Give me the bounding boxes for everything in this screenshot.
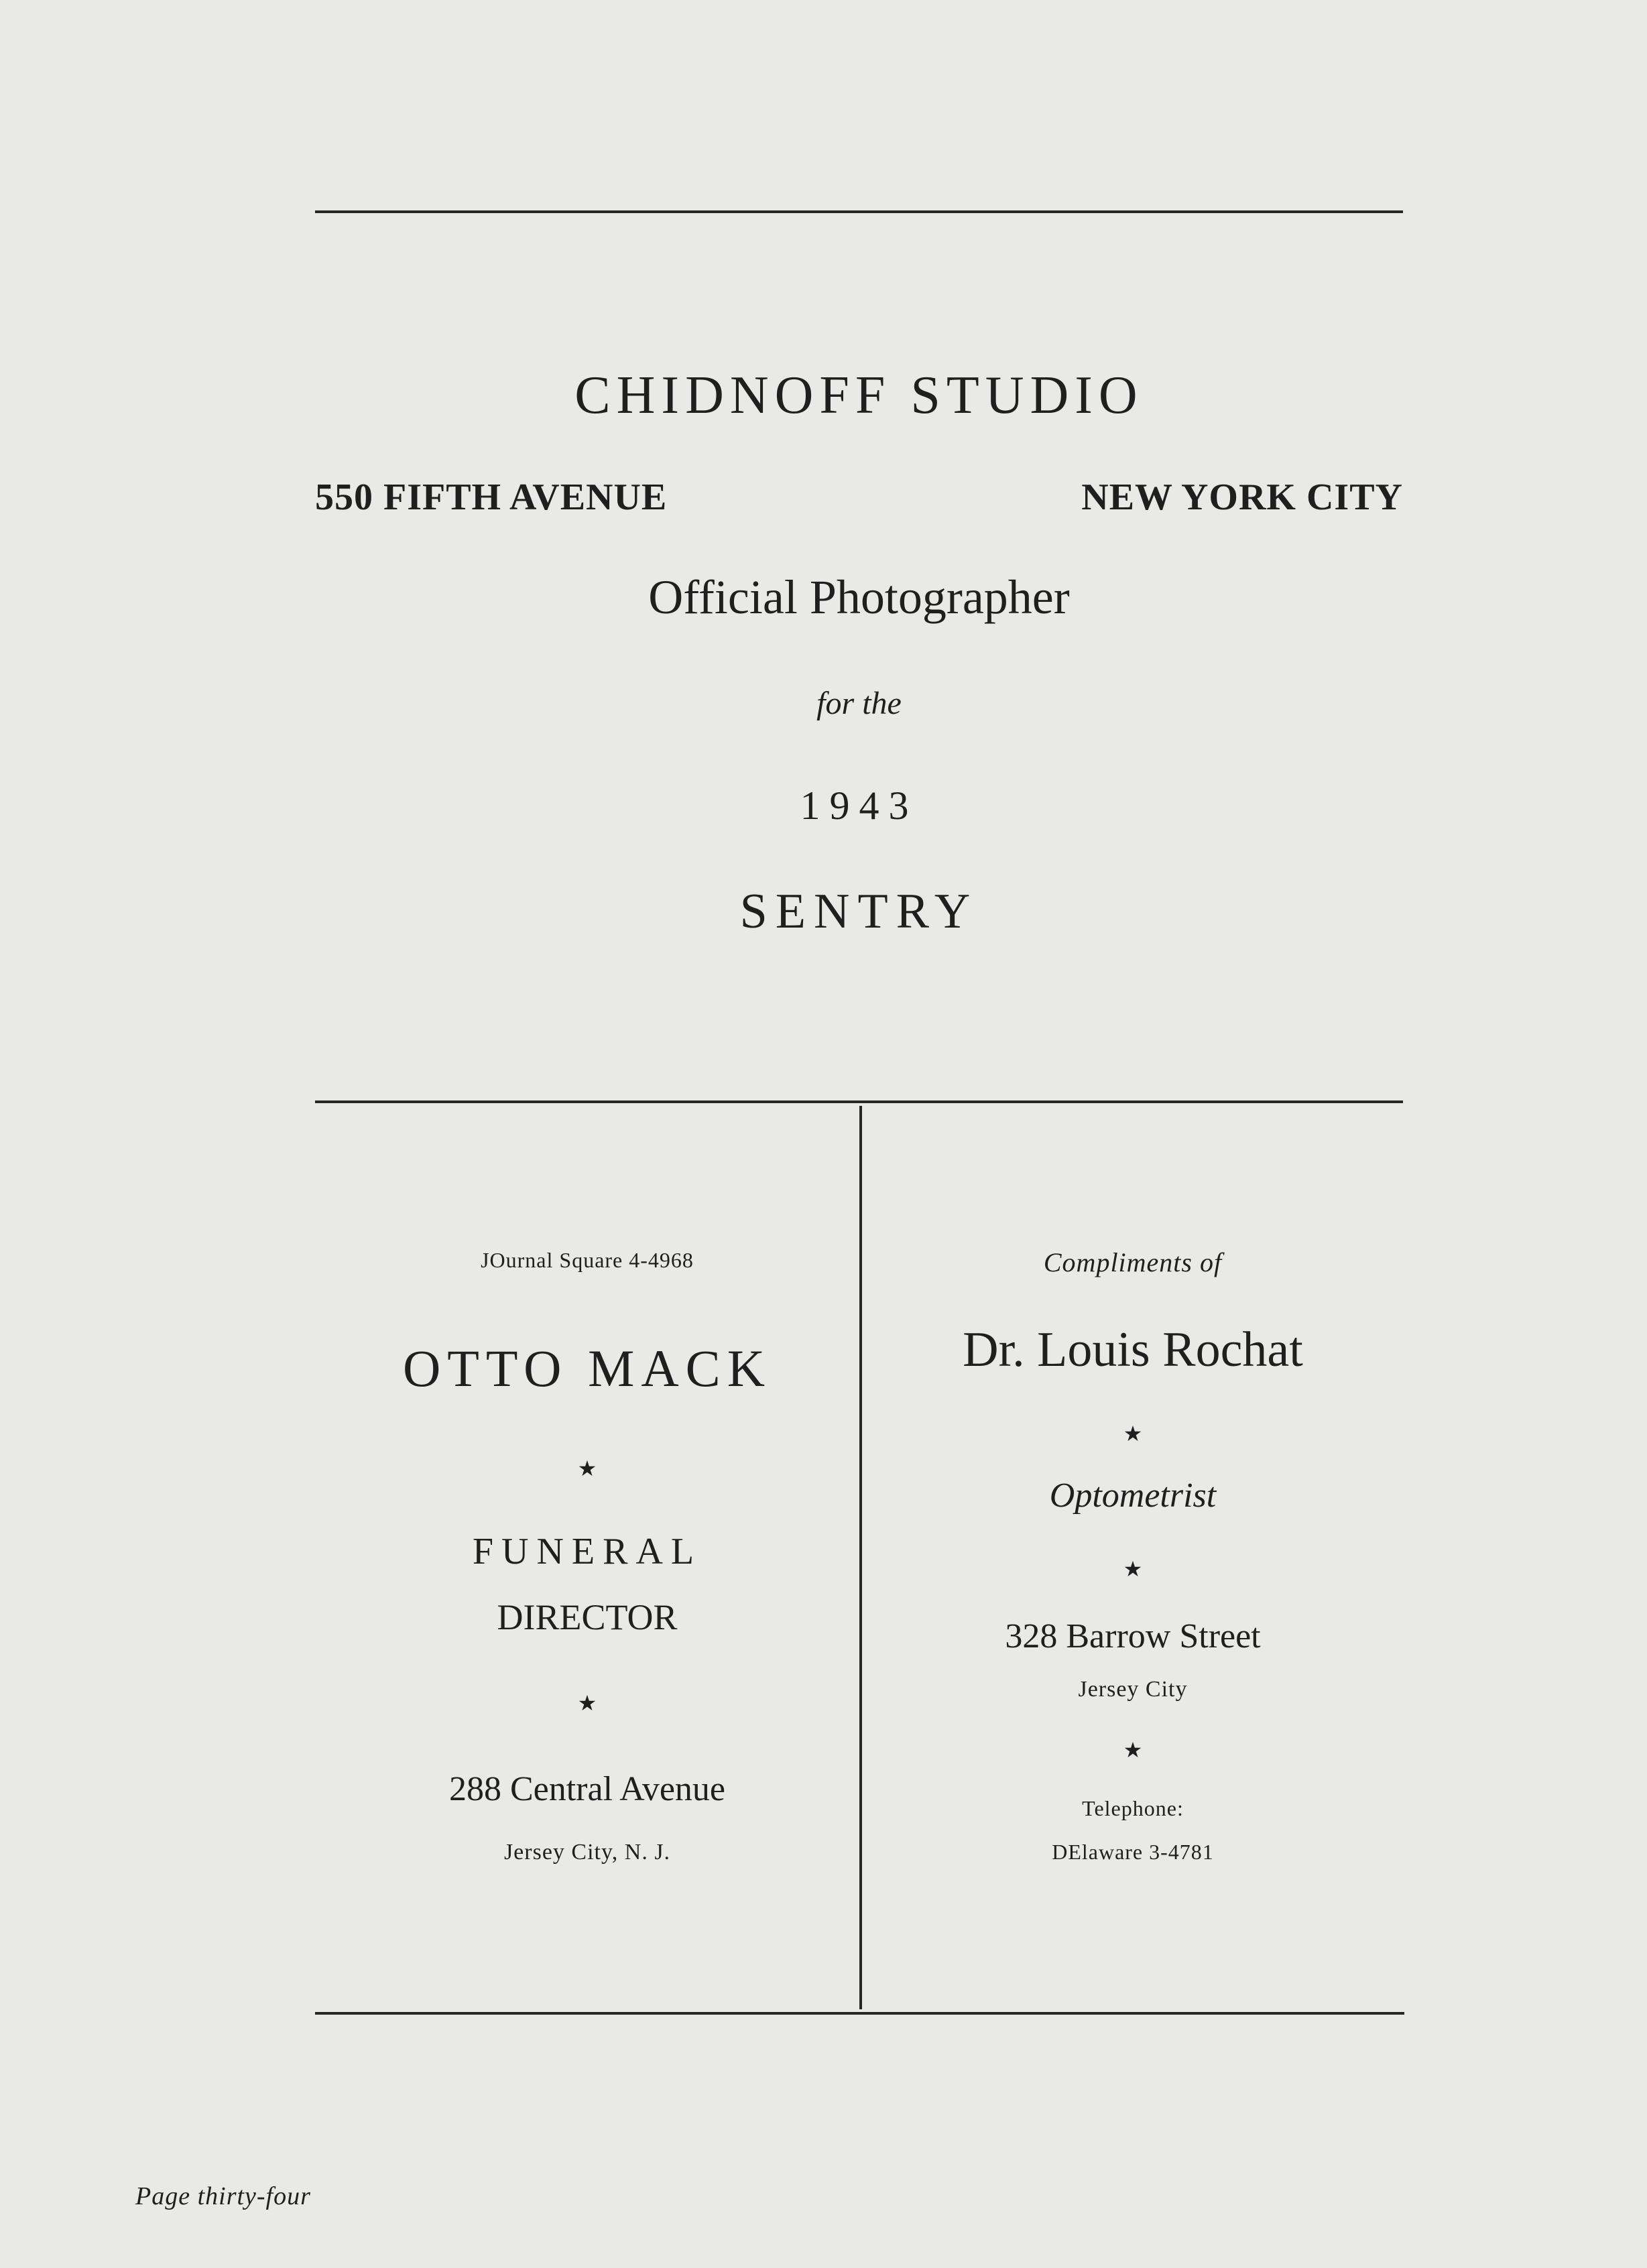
studio-role: Official Photographer [648, 570, 1070, 624]
rochat-address: 328 Barrow Street [1005, 1617, 1261, 1655]
studio-address: 550 FIFTH AVENUE [315, 477, 668, 518]
otto-mack-phone: JOurnal Square 4-4968 [481, 1248, 694, 1272]
otto-mack-address: 288 Central Avenue [448, 1770, 726, 1808]
star-icon: ★ [1123, 1556, 1143, 1582]
star-icon: ★ [577, 1690, 597, 1716]
studio-name: CHIDNOFF STUDIO [574, 366, 1144, 425]
otto-mack-title-line1: FUNERAL [472, 1531, 703, 1572]
studio-city: NEW YORK CITY [1081, 477, 1403, 518]
otto-mack-city: Jersey City, N. J. [503, 1840, 671, 1865]
otto-mack-title-line2: DIRECTOR [497, 1597, 678, 1637]
studio-for-the: for the [816, 686, 902, 721]
studio-publication: SENTRY [739, 884, 979, 939]
rochat-compliments: Compliments of [1043, 1247, 1223, 1277]
middle-rule [315, 1100, 1403, 1103]
star-icon: ★ [577, 1456, 597, 1481]
rochat-name: Dr. Louis Rochat [963, 1322, 1303, 1377]
bottom-rule [315, 2012, 1404, 2015]
column-divider [859, 1106, 862, 2009]
top-rule [315, 210, 1403, 213]
rochat-profession: Optometrist [1049, 1476, 1217, 1515]
rochat-city: Jersey City [1078, 1677, 1188, 1702]
otto-mack-name: OTTO MACK [402, 1339, 772, 1397]
star-icon: ★ [1123, 1421, 1143, 1446]
studio-year: 1943 [800, 783, 918, 828]
star-icon: ★ [1123, 1737, 1143, 1763]
page-number: Page thirty-four [135, 2182, 311, 2210]
rochat-telephone: DElaware 3-4781 [1052, 1840, 1214, 1864]
rochat-telephone-label: Telephone: [1082, 1796, 1184, 1820]
